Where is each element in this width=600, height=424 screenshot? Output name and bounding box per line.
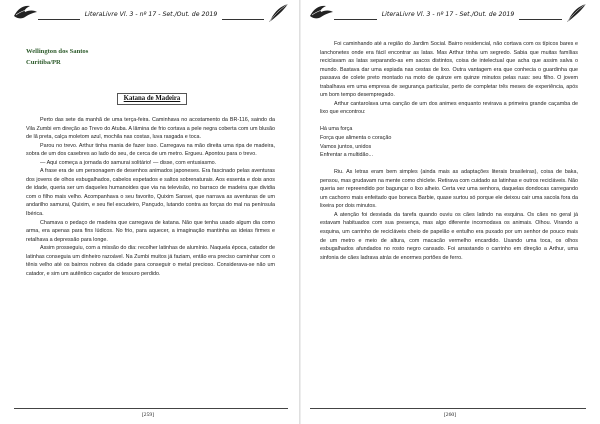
running-title: LiteraLivre Vl. 3 - nº 17 - Set./Out. de 2019 [84, 10, 218, 18]
poem-line: Força que alimenta o coração [320, 135, 392, 142]
running-title: LiteraLivre Vl. 3 - nº 17 - Set./Out. de 2019 [381, 10, 515, 18]
paragraph: Chamava o pedaço de madeira que carregava de katana. Não que tenha usado algum dia como arma, era apenas para fins lúdicos. No frio, para aquecer, a imaginação mantinha as ideias firmes e retalhava a depressão para longe. [26, 219, 275, 243]
header-rule [38, 19, 80, 20]
header-rule [519, 19, 562, 20]
left-body-text [26, 116, 275, 278]
poem-line: Enfrentar a multidão... [320, 152, 374, 159]
right-body-text [320, 40, 578, 262]
page-number: [259] [141, 412, 155, 418]
paragraph: A atenção foi desviada da tarefa quando ouviu os cães latindo na esquina. Os cães no geral já estavam habituados com sua presença, mas algo diferente incomodava os animais. Olhou. Virando a esquina, um carrinho de recicláveis cheio de papelão e entulho era puxado por um senhor de pouco mais de um metro e meio de altura, com macacão vermelho encardido. Usando uma toca, os olhos esbugalhados afundados no rosto negro cansado. Foi arrastando o carrinho em direção a Arthur, uma sinfonia de cães ladrava atrás de enormes portões de ferro. [320, 211, 578, 261]
quill-ornament-icon [264, 2, 290, 24]
paragraph: Arthur cantarolava uma canção de um dos animes enquanto revirava a primeira grande caçamba de lixo que encontrou: [320, 100, 578, 116]
running-header [12, 0, 290, 26]
author-name: Wellington dos Santos [26, 48, 89, 55]
poem-line: Há uma força [320, 126, 353, 133]
dove-ornament-icon [12, 2, 38, 24]
poem-line: Vamos juntos, unidos [320, 143, 372, 150]
story-title: Katana de Madeira [117, 93, 187, 105]
paragraph: — Aqui começa a jornada do samurai solitário! — disse, com entusiasmo. [40, 159, 217, 166]
paragraph: A frase era de um personagem de desenhos animados japoneses. Era fascinado pelas aventuras dos jovens de olhos esbugalhados, cabelos espetados e saltos sobrenaturais. Aos essenta e dois anos de idade, queria ser um daqueles humanoides que via na televisão, no barraco de madeira que dividia com o filho mais velho. Acompanhava o seu favorito, Quixim Sansei, que narrava as aventuras de um andarilho samurai, Quixim, e seu fiel escudeiro, Pançudo, lutando contra as forças do mal na península Ibérica. [26, 168, 275, 218]
author-location: Curitiba/PR [26, 59, 61, 66]
paragraph: Riu. As letras eram bem simples (ainda mais as adaptações literais brasileiras), coisa de baka, pensou, mas grudavam na mente como chiclete. Retirava com cuidado as latinhas e outros recicláveis. Não queria ser repreendido por bagunçar o lixo alheio. Certa vez uma senhora, daquelas dondocas carregando um cachorro mais enfeitado que boneca Barbie, quase surtou só porque ele deixou cair uma sacola fora da lixeira por dois minutos. [320, 169, 578, 210]
quill-ornament-icon [562, 2, 588, 24]
running-header [308, 0, 588, 26]
page-number: [260] [443, 412, 457, 418]
paragraph: Parou no trevo. Arthur tinha mania de fazer isso. Carregava na mão direita uma ripa de madeira, sobra de um dos casebres ao lado do seu, de cerca de um metro. Ergueu. Apontou para o trevo. [26, 142, 275, 158]
paragraph: Foi caminhando até a região do Jardim Social. Bairro residencial, não cortava com os típicos bares e lanchonetes onde era fácil encontrar as latas. Mas Arthur tinha um segredo. Sabia que muitas famílias reciclavam as latas separando-as em sacos distintos, coisa de intelectual que acha que assim salva o mundo. Bastava dar uma espiada nas cestas de lixo. Outra vantagem era que conhecia o guardinha que passava de colete preto montado na moto de quinze em quinze minutos pelas ruas: seu filho. O jovem trabalhava em uma empresa de segurança particular, perto de completar três meses de experiência, após um bom tempo desempregado. [320, 41, 578, 99]
footer-rule [310, 408, 586, 409]
author-block [26, 46, 88, 68]
footer-rule [14, 408, 288, 409]
header-rule [222, 19, 264, 20]
right-page [300, 0, 600, 424]
header-rule [334, 19, 377, 20]
dove-ornament-icon [308, 2, 334, 24]
paragraph: Assim prosseguiu, com a missão do dia: recolher latinhas de alumínio. Naquela época, catador de latinhas conseguia um dinheiro razoável. Na Zumbi muitos já faziam, então era preciso caminhar com o tênis velho até os bairros nobres da cidade para conseguir o metal precioso. Considerava-se não um catador, e sim um autêntico caçador de tesouro perdido. [26, 245, 275, 277]
paragraph: Perto das sete da manhã de uma terça-feira. Caminhava no acostamento da BR-116, saindo da Vila Zumbi em direção ao Trevo do Atuba. A lâmina de frio cortava a pele negra coberta com um blusão de lã preta, calça moletom azul, mochila nas costas, luva rasgada e toca. [26, 117, 275, 141]
